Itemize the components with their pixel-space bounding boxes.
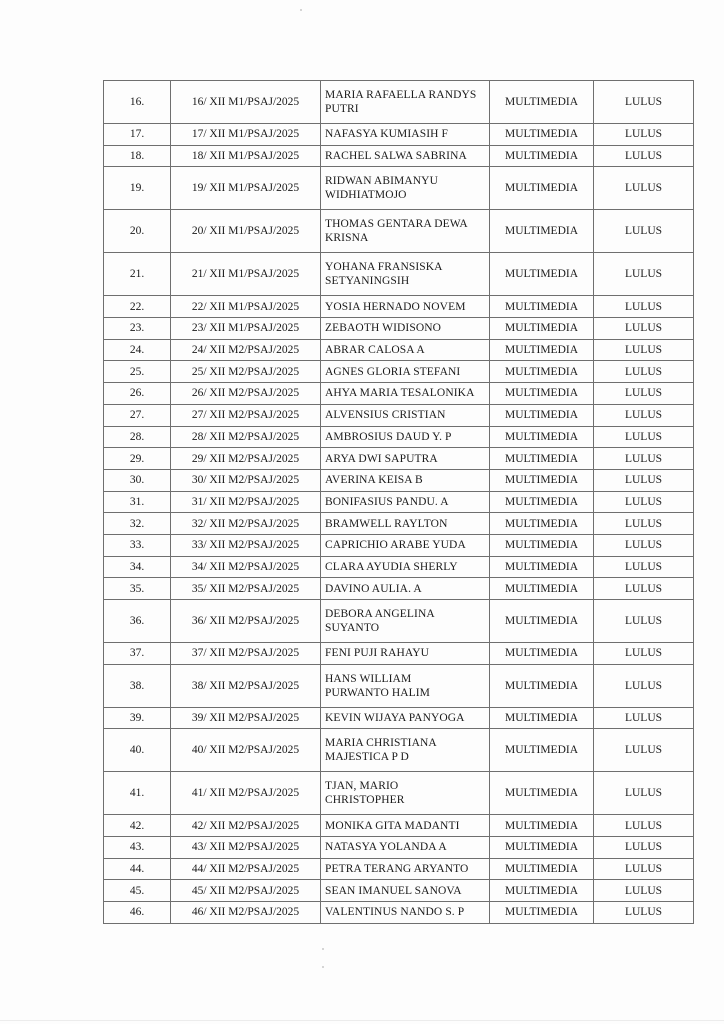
student-name-line: AGNES GLORIA STEFANI: [325, 365, 461, 378]
student-name-cell: [321, 643, 490, 665]
student-name-cell: [321, 145, 490, 167]
student-name-line: PUTRI: [325, 103, 359, 115]
row-number-cell: 39.: [104, 707, 171, 729]
status-cell: LULUS: [594, 296, 694, 318]
status-cell: LULUS: [594, 469, 694, 491]
row-number-cell: 43.: [104, 837, 171, 859]
row-number-cell: 36.: [104, 600, 171, 643]
table-row: [104, 361, 694, 383]
row-number-cell: 46.: [104, 902, 171, 924]
major-cell: MULTIMEDIA: [490, 534, 594, 556]
certificate-number-cell: 42/ XII M2/PSAJ/2025: [171, 815, 321, 837]
student-name-cell: [321, 383, 490, 405]
student-name-line: BONIFASIUS PANDU. A: [325, 495, 449, 508]
scan-speck: [300, 9, 302, 11]
table-row: [104, 426, 694, 448]
table-row: [104, 772, 694, 815]
status-cell: LULUS: [594, 491, 694, 513]
status-cell: LULUS: [594, 253, 694, 296]
major-cell: MULTIMEDIA: [490, 513, 594, 535]
major-cell: MULTIMEDIA: [490, 880, 594, 902]
student-name-line: YOSIA HERNADO NOVEM: [325, 300, 466, 313]
row-number-cell: 35.: [104, 578, 171, 600]
student-name-line: DEBORA ANGELINA: [325, 608, 435, 620]
row-number-cell: 31.: [104, 491, 171, 513]
student-name-line: SEAN IMANUEL SANOVA: [325, 884, 462, 897]
table-row: [104, 858, 694, 880]
status-cell: LULUS: [594, 513, 694, 535]
major-cell: MULTIMEDIA: [490, 124, 594, 146]
major-cell: MULTIMEDIA: [490, 858, 594, 880]
major-cell: MULTIMEDIA: [490, 145, 594, 167]
major-cell: MULTIMEDIA: [490, 210, 594, 253]
major-cell: MULTIMEDIA: [490, 253, 594, 296]
certificate-number-cell: 19/ XII M1/PSAJ/2025: [171, 167, 321, 210]
certificate-number-cell: 40/ XII M2/PSAJ/2025: [171, 729, 321, 772]
student-name-cell: [321, 858, 490, 880]
status-cell: LULUS: [594, 600, 694, 643]
status-cell: LULUS: [594, 404, 694, 426]
row-number-cell: 40.: [104, 729, 171, 772]
certificate-number-cell: 45/ XII M2/PSAJ/2025: [171, 880, 321, 902]
student-name-line: ALVENSIUS CRISTIAN: [325, 409, 446, 422]
row-number-cell: 30.: [104, 469, 171, 491]
certificate-number-cell: 38/ XII M2/PSAJ/2025: [171, 664, 321, 707]
student-name-cell: [321, 448, 490, 470]
row-number-cell: 24.: [104, 339, 171, 361]
row-number-cell: 37.: [104, 643, 171, 665]
student-name-cell: [321, 534, 490, 556]
student-name-line: CAPRICHIO ARABE YUDA: [325, 539, 466, 552]
student-name-line: NAFASYA KUMIASIH F: [325, 128, 448, 141]
student-name-line: NATASYA YOLANDA A: [325, 841, 447, 854]
status-cell: LULUS: [594, 664, 694, 707]
student-name-line: AHYA MARIA TESALONIKA: [325, 387, 475, 400]
table-row: [104, 880, 694, 902]
major-cell: MULTIMEDIA: [490, 361, 594, 383]
student-name-line: PETRA TERANG ARYANTO: [325, 863, 469, 876]
results-table-body: [104, 81, 694, 924]
certificate-number-cell: 33/ XII M2/PSAJ/2025: [171, 534, 321, 556]
certificate-number-cell: 30/ XII M2/PSAJ/2025: [171, 469, 321, 491]
table-row: [104, 145, 694, 167]
row-number-cell: 38.: [104, 664, 171, 707]
table-row: [104, 815, 694, 837]
student-name-cell: [321, 556, 490, 578]
table-row: [104, 556, 694, 578]
scan-edge-line: [0, 1020, 724, 1021]
status-cell: LULUS: [594, 534, 694, 556]
certificate-number-cell: 22/ XII M1/PSAJ/2025: [171, 296, 321, 318]
student-name-cell: [321, 513, 490, 535]
row-number-cell: 45.: [104, 880, 171, 902]
row-number-cell: 42.: [104, 815, 171, 837]
student-name-cell: [321, 469, 490, 491]
certificate-number-cell: 26/ XII M2/PSAJ/2025: [171, 383, 321, 405]
table-row: [104, 578, 694, 600]
status-cell: LULUS: [594, 578, 694, 600]
student-name-cell: [321, 902, 490, 924]
certificate-number-cell: 44/ XII M2/PSAJ/2025: [171, 858, 321, 880]
table-row: [104, 339, 694, 361]
table-row: [104, 296, 694, 318]
row-number-cell: 44.: [104, 858, 171, 880]
status-cell: LULUS: [594, 880, 694, 902]
status-cell: LULUS: [594, 815, 694, 837]
major-cell: MULTIMEDIA: [490, 469, 594, 491]
student-name-line: HANS WILLIAM: [325, 672, 412, 685]
certificate-number-cell: 35/ XII M2/PSAJ/2025: [171, 578, 321, 600]
table-row: [104, 448, 694, 470]
status-cell: LULUS: [594, 81, 694, 124]
status-cell: LULUS: [594, 124, 694, 146]
row-number-cell: 25.: [104, 361, 171, 383]
student-name-cell: [321, 404, 490, 426]
table-row: [104, 600, 694, 643]
certificate-number-cell: 18/ XII M1/PSAJ/2025: [171, 145, 321, 167]
major-cell: MULTIMEDIA: [490, 318, 594, 340]
student-name-line: ZEBAOTH WIDISONO: [325, 322, 442, 335]
student-name-line: THOMAS GENTARA DEWA: [325, 218, 468, 231]
status-cell: LULUS: [594, 729, 694, 772]
certificate-number-cell: 37/ XII M2/PSAJ/2025: [171, 643, 321, 665]
student-name-line: RIDWAN ABIMANYU: [325, 175, 438, 188]
certificate-number-cell: 17/ XII M1/PSAJ/2025: [171, 124, 321, 146]
student-name-line: MARIA RAFAELLA RANDYS: [325, 89, 477, 101]
student-name-cell: [321, 772, 490, 815]
status-cell: LULUS: [594, 643, 694, 665]
row-number-cell: 20.: [104, 210, 171, 253]
row-number-cell: 22.: [104, 296, 171, 318]
student-name-line: BRAMWELL RAYLTON: [325, 517, 448, 530]
table-row: [104, 707, 694, 729]
student-name-cell: [321, 491, 490, 513]
certificate-number-cell: 23/ XII M1/PSAJ/2025: [171, 318, 321, 340]
student-name-line: DAVINO AULIA. A: [325, 582, 422, 595]
row-number-cell: 26.: [104, 383, 171, 405]
scan-speck: [322, 948, 324, 950]
major-cell: MULTIMEDIA: [490, 707, 594, 729]
certificate-number-cell: 32/ XII M2/PSAJ/2025: [171, 513, 321, 535]
student-name-cell: [321, 210, 490, 253]
status-cell: LULUS: [594, 448, 694, 470]
student-name-cell: [321, 707, 490, 729]
certificate-number-cell: 25/ XII M2/PSAJ/2025: [171, 361, 321, 383]
student-name-cell: [321, 815, 490, 837]
table-row: [104, 469, 694, 491]
status-cell: LULUS: [594, 210, 694, 253]
status-cell: LULUS: [594, 707, 694, 729]
student-name-cell: [321, 600, 490, 643]
student-name-cell: [321, 124, 490, 146]
major-cell: MULTIMEDIA: [490, 404, 594, 426]
status-cell: LULUS: [594, 556, 694, 578]
major-cell: MULTIMEDIA: [490, 167, 594, 210]
student-name-cell: [321, 729, 490, 772]
status-cell: LULUS: [594, 772, 694, 815]
student-name-cell: [321, 837, 490, 859]
student-name-cell: [321, 318, 490, 340]
student-name-line: TJAN, MARIO: [325, 780, 399, 793]
table-row: [104, 81, 694, 124]
table-row: [104, 643, 694, 665]
student-name-line: MAJESTICA P D: [325, 751, 409, 764]
table-row: [104, 167, 694, 210]
major-cell: MULTIMEDIA: [490, 448, 594, 470]
row-number-cell: 33.: [104, 534, 171, 556]
row-number-cell: 17.: [104, 124, 171, 146]
certificate-number-cell: 24/ XII M2/PSAJ/2025: [171, 339, 321, 361]
row-number-cell: 21.: [104, 253, 171, 296]
row-number-cell: 34.: [104, 556, 171, 578]
major-cell: MULTIMEDIA: [490, 837, 594, 859]
status-cell: LULUS: [594, 318, 694, 340]
student-name-cell: [321, 339, 490, 361]
major-cell: MULTIMEDIA: [490, 339, 594, 361]
major-cell: MULTIMEDIA: [490, 556, 594, 578]
status-cell: LULUS: [594, 837, 694, 859]
major-cell: MULTIMEDIA: [490, 383, 594, 405]
certificate-number-cell: 46/ XII M2/PSAJ/2025: [171, 902, 321, 924]
student-name-cell: [321, 426, 490, 448]
status-cell: LULUS: [594, 858, 694, 880]
student-name-line: PURWANTO HALIM: [325, 686, 431, 699]
certificate-number-cell: 36/ XII M2/PSAJ/2025: [171, 600, 321, 643]
major-cell: MULTIMEDIA: [490, 578, 594, 600]
certificate-number-cell: 31/ XII M2/PSAJ/2025: [171, 491, 321, 513]
table-row: [104, 534, 694, 556]
table-row: [104, 837, 694, 859]
table-row: [104, 664, 694, 707]
major-cell: MULTIMEDIA: [490, 815, 594, 837]
status-cell: LULUS: [594, 902, 694, 924]
table-row: [104, 210, 694, 253]
table-row: [104, 253, 694, 296]
student-name-line: VALENTINUS NANDO S. P: [325, 906, 465, 919]
scan-speck: [322, 966, 324, 968]
major-cell: MULTIMEDIA: [490, 772, 594, 815]
student-name-line: RACHEL SALWA SABRINA: [325, 150, 467, 163]
row-number-cell: 32.: [104, 513, 171, 535]
student-name-line: FENI PUJI RAHAYU: [325, 647, 430, 660]
student-name-line: KRISNA: [325, 232, 369, 245]
certificate-number-cell: 41/ XII M2/PSAJ/2025: [171, 772, 321, 815]
student-name-cell: [321, 253, 490, 296]
student-name-line: YOHANA FRANSISKA: [325, 261, 443, 274]
status-cell: LULUS: [594, 426, 694, 448]
student-name-cell: [321, 81, 490, 124]
student-name-line: WIDHIATMOJO: [325, 189, 407, 202]
status-cell: LULUS: [594, 145, 694, 167]
table-row: [104, 404, 694, 426]
certificate-number-cell: 16/ XII M1/PSAJ/2025: [171, 81, 321, 124]
student-name-cell: [321, 296, 490, 318]
student-name-line: ABRAR CALOSA A: [325, 344, 425, 357]
row-number-cell: 29.: [104, 448, 171, 470]
major-cell: MULTIMEDIA: [490, 426, 594, 448]
certificate-number-cell: 21/ XII M1/PSAJ/2025: [171, 253, 321, 296]
table-row: [104, 383, 694, 405]
student-name-line: SETYANINGSIH: [325, 275, 410, 288]
major-cell: MULTIMEDIA: [490, 664, 594, 707]
certificate-number-cell: 29/ XII M2/PSAJ/2025: [171, 448, 321, 470]
major-cell: MULTIMEDIA: [490, 729, 594, 772]
row-number-cell: 28.: [104, 426, 171, 448]
certificate-number-cell: 39/ XII M2/PSAJ/2025: [171, 707, 321, 729]
student-name-cell: [321, 361, 490, 383]
major-cell: MULTIMEDIA: [490, 643, 594, 665]
table-row: [104, 729, 694, 772]
student-name-cell: [321, 578, 490, 600]
student-name-line: KEVIN WIJAYA PANYOGA: [325, 712, 465, 725]
major-cell: MULTIMEDIA: [490, 600, 594, 643]
certificate-number-cell: 20/ XII M1/PSAJ/2025: [171, 210, 321, 253]
row-number-cell: 23.: [104, 318, 171, 340]
certificate-number-cell: 27/ XII M2/PSAJ/2025: [171, 404, 321, 426]
table-row: [104, 124, 694, 146]
student-name-cell: [321, 664, 490, 707]
student-name-line: SUYANTO: [325, 622, 380, 634]
row-number-cell: 16.: [104, 81, 171, 124]
student-name-line: MARIA CHRISTIANA: [325, 737, 437, 750]
table-row: [104, 318, 694, 340]
major-cell: MULTIMEDIA: [490, 81, 594, 124]
certificate-number-cell: 34/ XII M2/PSAJ/2025: [171, 556, 321, 578]
table-row: [104, 513, 694, 535]
status-cell: LULUS: [594, 361, 694, 383]
student-name-line: AVERINA KEISA B: [325, 474, 423, 487]
status-cell: LULUS: [594, 167, 694, 210]
student-name-line: AMBROSIUS DAUD Y. P: [325, 430, 452, 443]
row-number-cell: 27.: [104, 404, 171, 426]
student-name-line: CLARA AYUDIA SHERLY: [325, 560, 458, 573]
major-cell: MULTIMEDIA: [490, 296, 594, 318]
student-name-cell: [321, 167, 490, 210]
student-name-line: CHRISTOPHER: [325, 794, 405, 807]
certificate-number-cell: 43/ XII M2/PSAJ/2025: [171, 837, 321, 859]
row-number-cell: 18.: [104, 145, 171, 167]
status-cell: LULUS: [594, 339, 694, 361]
student-name-line: MONIKA GITA MADANTI: [325, 819, 460, 832]
graduation-results-table: [103, 80, 694, 924]
status-cell: LULUS: [594, 383, 694, 405]
major-cell: MULTIMEDIA: [490, 902, 594, 924]
row-number-cell: 41.: [104, 772, 171, 815]
major-cell: MULTIMEDIA: [490, 491, 594, 513]
student-name-cell: [321, 880, 490, 902]
table-row: [104, 902, 694, 924]
certificate-number-cell: 28/ XII M2/PSAJ/2025: [171, 426, 321, 448]
row-number-cell: 19.: [104, 167, 171, 210]
table-row: [104, 491, 694, 513]
student-name-line: ARYA DWI SAPUTRA: [325, 452, 438, 465]
